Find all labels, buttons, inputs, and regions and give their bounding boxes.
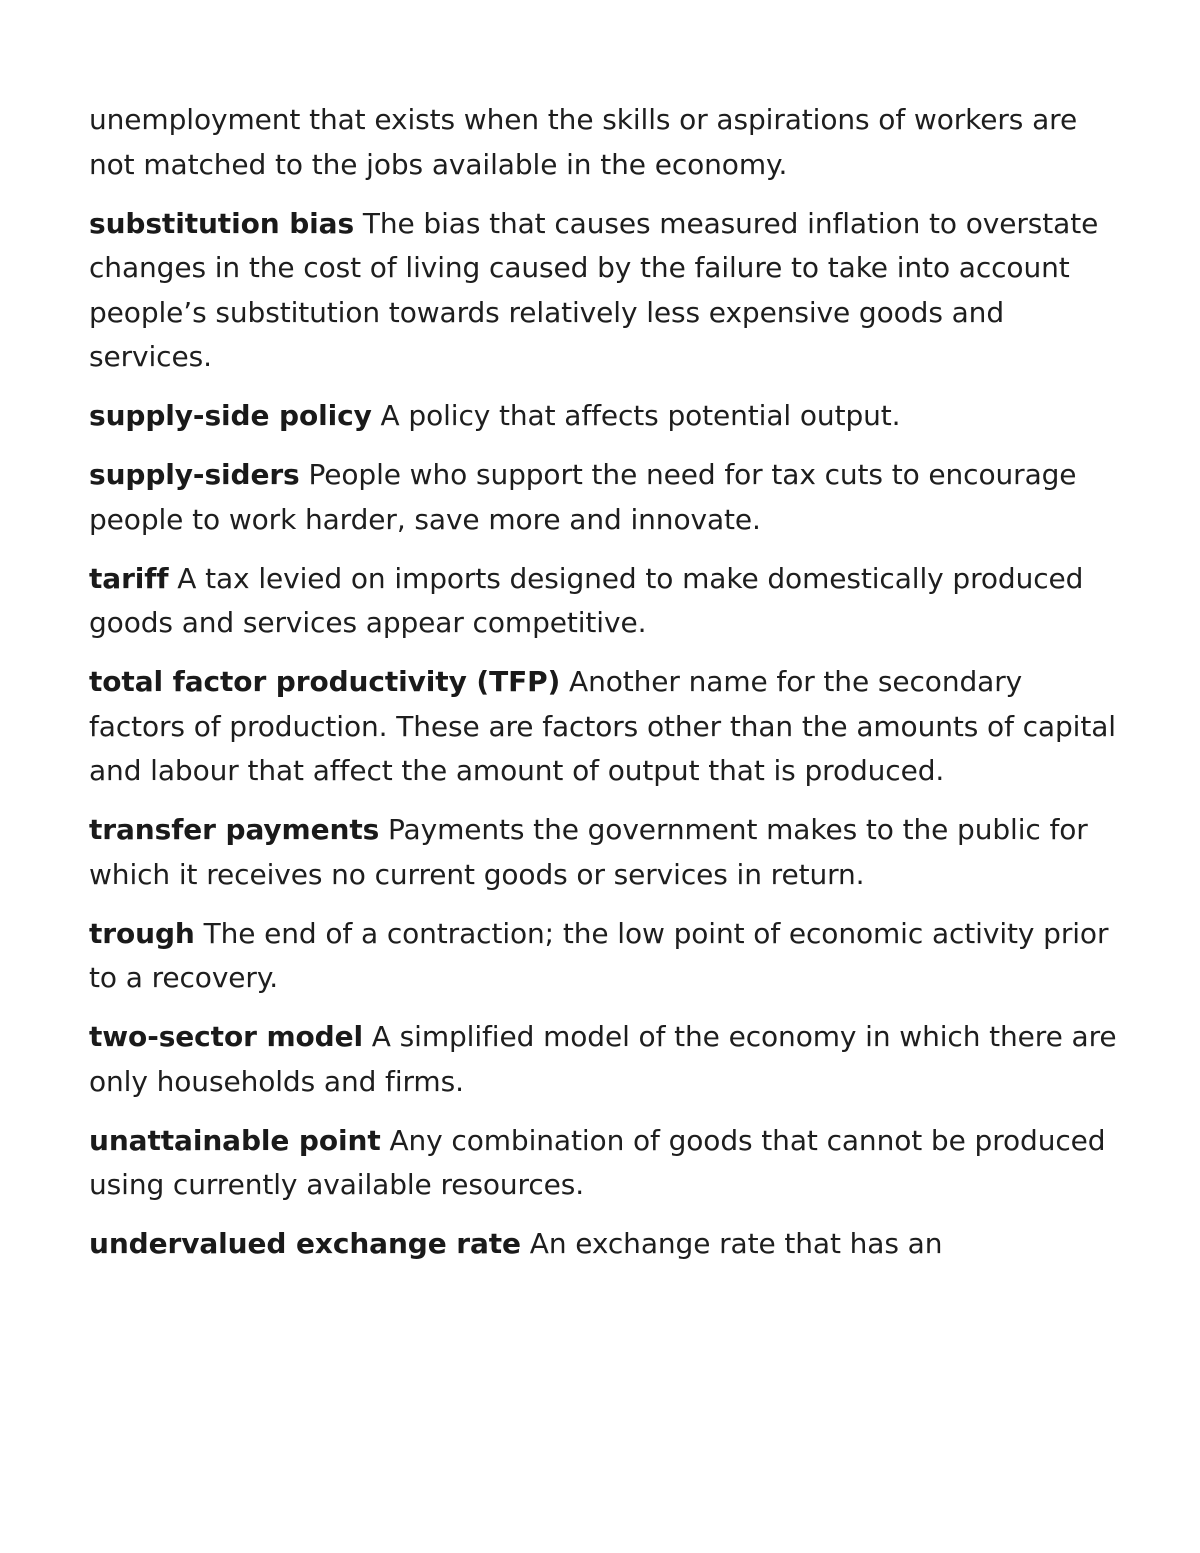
glossary-definition: An exchange rate that has an [529, 1227, 943, 1260]
glossary-term: transfer payments [89, 813, 380, 846]
glossary-term: tariff [89, 561, 169, 595]
glossary-term: supply-side policy [89, 399, 372, 432]
glossary-definition: Another name for the secondary factors of production. These are factors other than the amounts of capital and labour that affect the amount of output that is produced. [89, 665, 1116, 787]
glossary-definition: The bias that causes measured inflation to overstate changes in the cost of living caused by the failure to take into account people’s substitution towards relatively less expensive goods and services. [89, 206, 1099, 373]
glossary-definition: Payments the government makes to the public for which it receives no current goods or services in return. [89, 813, 1088, 891]
glossary-entry-undervalued-exchange-rate [89, 1222, 1119, 1267]
glossary-term: two-sector model [89, 1020, 363, 1053]
glossary-term: undervalued exchange rate [89, 1227, 521, 1260]
glossary-entry-substitution-bias [89, 202, 1119, 380]
glossary-term: supply-siders [89, 458, 300, 491]
glossary-entry-unattainable-point [89, 1119, 1119, 1208]
glossary-definition: A simplified model of the economy in which there are only households and firms. [89, 1020, 1117, 1098]
glossary-entry-continuation [89, 98, 1119, 187]
glossary-definition: A policy that affects potential output. [380, 399, 901, 432]
glossary-entry-two-sector-model [89, 1015, 1119, 1104]
glossary-entry-transfer-payments [89, 808, 1119, 897]
glossary-term: substitution bias [89, 206, 355, 240]
glossary-term: unattainable point [89, 1123, 381, 1157]
glossary-page [89, 98, 1119, 1281]
glossary-term: total factor productivity (TFP) [89, 665, 561, 698]
glossary-definition: unemployment that exists when the skills or aspirations of workers are not matched to the jobs available in the economy. [89, 103, 1078, 181]
glossary-definition: The end of a contraction; the low point of economic activity prior to a recovery. [89, 916, 1109, 994]
glossary-entry-trough [89, 912, 1119, 1001]
glossary-definition: A tax levied on imports designed to make domestically produced goods and services appear competitive. [89, 561, 1084, 639]
glossary-definition: Any combination of goods that cannot be produced using currently available resources. [89, 1123, 1106, 1201]
glossary-term: trough [89, 916, 195, 950]
glossary-entry-total-factor-productivity [89, 660, 1119, 794]
glossary-entry-supply-side-policy [89, 394, 1119, 439]
glossary-definition: People who support the need for tax cuts to encourage people to work harder, save more and innovate. [89, 458, 1077, 536]
glossary-entry-tariff [89, 557, 1119, 646]
glossary-entry-supply-siders [89, 453, 1119, 542]
